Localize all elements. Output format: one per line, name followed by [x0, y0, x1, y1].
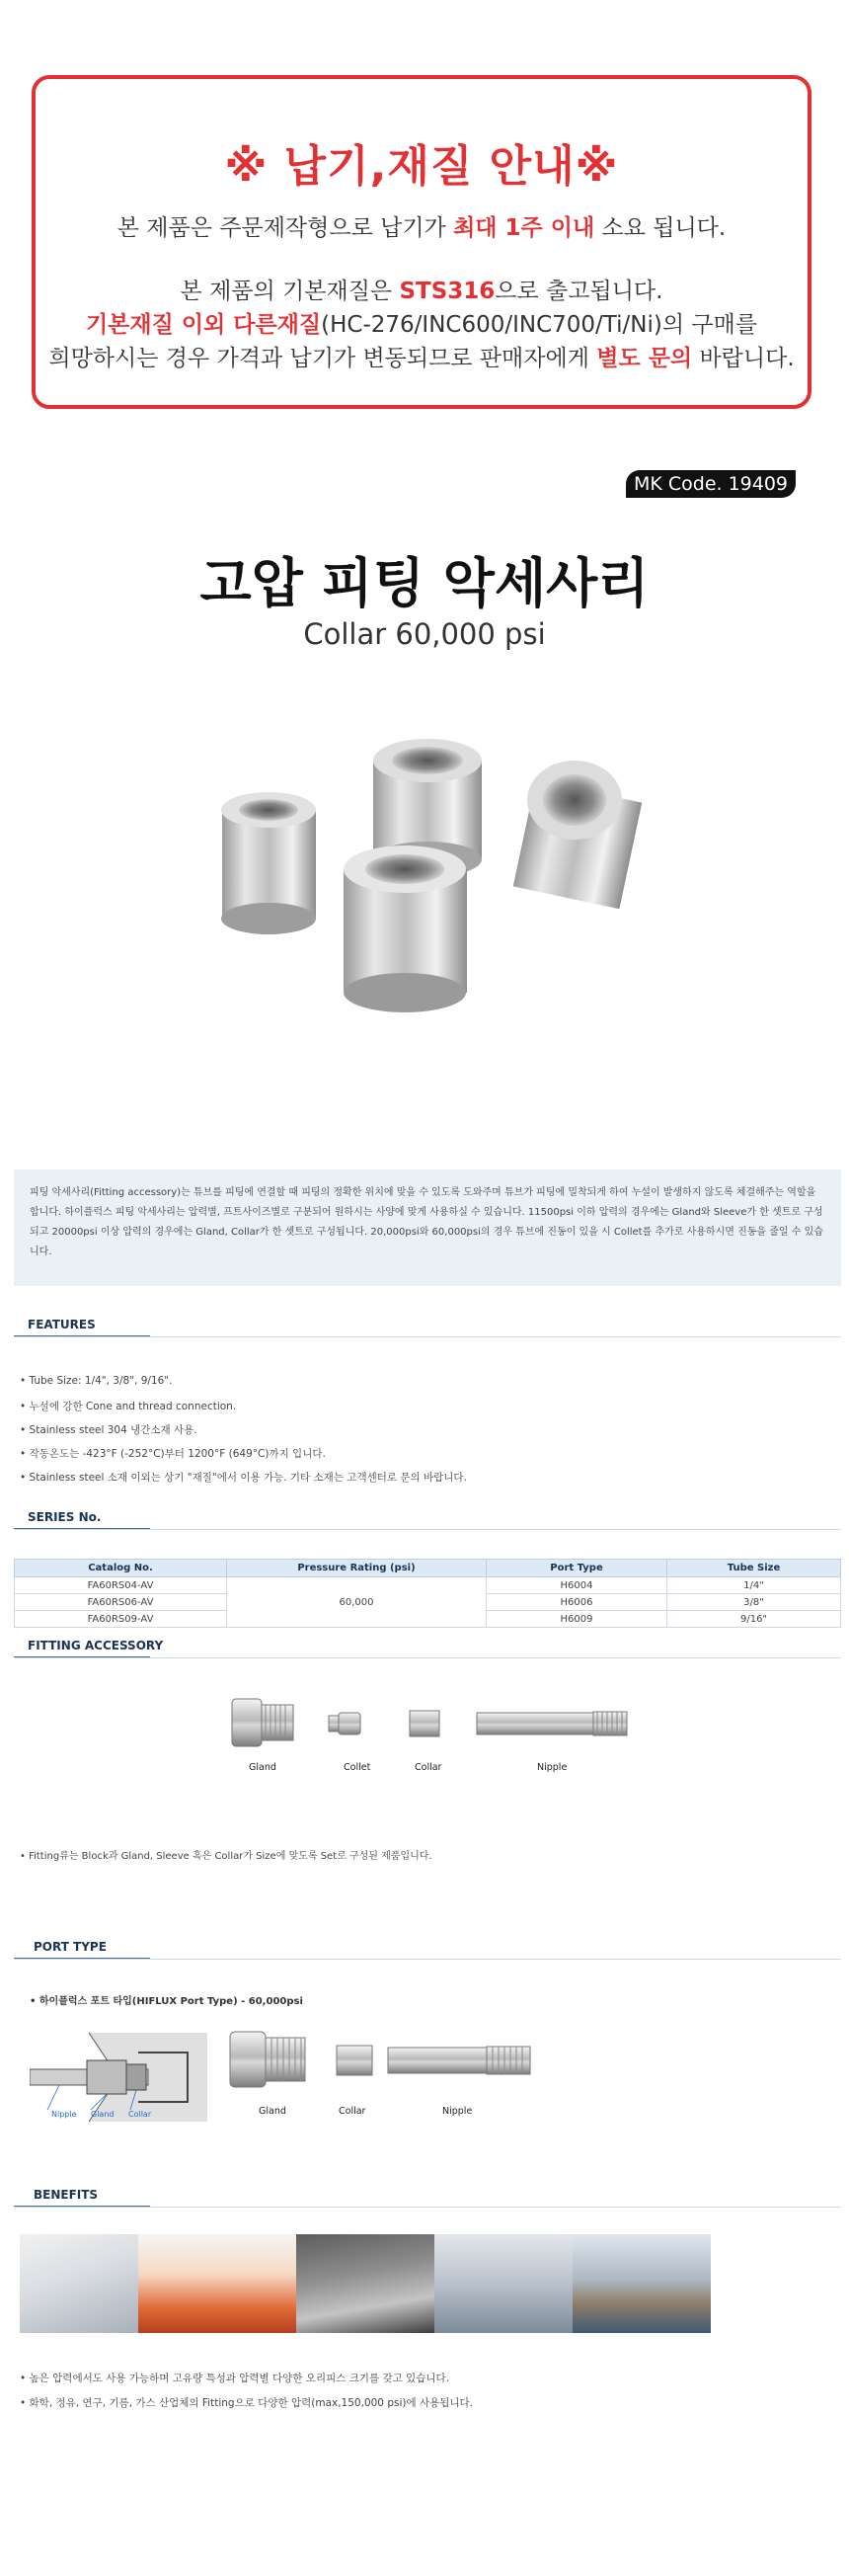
- feature-text: 누설에 강한 Cone and thread connection.: [29, 1401, 237, 1412]
- port-type-subheading: • 하이플럭스 포트 타입(HIFLUX Port Type) - 60,000psi: [30, 1996, 303, 2007]
- notice-text: 바랍니다.: [692, 346, 795, 371]
- pressure-cell: 60,000: [227, 1577, 487, 1628]
- feature-item: • Stainless steel 304 냉간소재 사용.: [20, 1424, 197, 1436]
- nipple-part: [477, 1712, 627, 1735]
- column-header: Pressure Rating (psi): [227, 1560, 487, 1577]
- benefit-photo-pipelines: [434, 2234, 573, 2333]
- feature-text: Tube Size: 1/4", 3/8", 9/16".: [29, 1375, 173, 1387]
- page-title: 고압 피팅 악세사리: [199, 552, 650, 614]
- benefit-text: 화학, 정유, 연구, 기름, 가스 산업체의 Fitting으로 다양한 압력(max,150,000 psi)에 사용됩니다.: [29, 2397, 473, 2409]
- collar-label: Collar: [415, 1762, 442, 1773]
- notice-text: 소요 됩니다.: [594, 215, 727, 241]
- column-header: Tube Size: [667, 1560, 841, 1577]
- benefits-rule: [14, 2207, 841, 2208]
- gland-label: Gland: [249, 1762, 276, 1773]
- port-cell: H6006: [487, 1594, 667, 1611]
- diagram-collar-label: Collar: [128, 2110, 152, 2119]
- table-header-row: [15, 1560, 841, 1577]
- nipple-part: [388, 2047, 530, 2074]
- port-cell: H6004: [487, 1577, 667, 1594]
- feature-text: Stainless steel 304 냉간소재 사용.: [29, 1424, 197, 1436]
- feature-item: • Tube Size: 1/4", 3/8", 9/16".: [20, 1375, 173, 1387]
- benefit-photo-welding: [296, 2234, 434, 2333]
- notice-text: 본 제품은 주문제작형으로 납기가: [116, 215, 454, 241]
- notice-line-2: [36, 273, 808, 305]
- notice-line-1: [36, 209, 808, 242]
- series-table: [14, 1559, 841, 1628]
- port-gland-label: Gland: [259, 2106, 286, 2117]
- accessory-parts-drawing: [222, 1679, 637, 1768]
- catalog-cell: FA60RS04-AV: [15, 1577, 227, 1594]
- notice-text: 본 제품의 기본재질은: [180, 279, 400, 304]
- accessory-note-text: Fitting류는 Block과 Gland, Sleeve 혹은 Collar가 Size에 맞도록 Set로 구성된 제품입니다.: [29, 1851, 432, 1862]
- accessory-rule: [14, 1657, 841, 1658]
- notice-text: (HC-276/INC600/INC700/Ti/Ni)의 구매를: [321, 312, 758, 338]
- feature-item: • 누설에 강한 Cone and thread connection.: [20, 1401, 237, 1412]
- collar-photo-4: [344, 845, 467, 1012]
- notice-box: [32, 75, 811, 409]
- notice-highlight: 별도 문의: [596, 346, 693, 371]
- port-cell: H6009: [487, 1611, 667, 1628]
- features-heading: FEATURES: [28, 1318, 96, 1331]
- collar-photo-1: [221, 792, 316, 934]
- benefit-item: • 화학, 정유, 연구, 기름, 가스 산업체의 Fitting으로 다양한 압력(max,150,000 psi)에 사용됩니다.: [20, 2397, 473, 2409]
- collet-part: [329, 1713, 360, 1734]
- port-nipple-label: Nipple: [442, 2106, 473, 2117]
- column-header: Catalog No.: [15, 1560, 227, 1577]
- feature-item: • 작동온도는 -423°F (-252°C)부터 1200°F (649°C)까지 입니다.: [20, 1448, 326, 1460]
- intro-description: 피팅 악세사리(Fitting accessory)는 튜브를 피팅에 연결할 때 피팅의 정확한 위치에 맞을 수 있도록 도와주며 튜브가 피팅에 밀착되게 하여 누설이 발생하지 않도록 체결해주는 역할을 합니다. 하이플럭스 피팅 악세사리는 압력별, 프트사이즈별로 구분되어 원하시는 사양에 맞게 사용하실 수 있습니다. 11500psi 이하 압력의 경우에는 Gland와 Sleeve가 한 셋트로 구성되고 20000psi 이상 압력의 경우에는 Gland, Collar가 한 셋트로 구성됩니다. 20,000psi와 60,000psi의 경우 튜브에 진동이 있을 시 Collet를 추가로 사용하시면 진동을 줄일 수 있습니다.: [14, 1169, 841, 1286]
- accessory-heading: FITTING ACCESSORY: [28, 1639, 164, 1652]
- notice-text: 으로 출고됩니다.: [495, 279, 663, 304]
- benefit-text: 높은 압력에서도 사용 가능하며 고유량 특성과 압력별 다양한 오리피스 크기를 갖고 있습니다.: [29, 2373, 450, 2384]
- port-collar-label: Collar: [339, 2106, 366, 2117]
- gland-part: [230, 2032, 305, 2087]
- collar-part: [337, 2046, 372, 2075]
- tube-cell: 3/8": [667, 1594, 841, 1611]
- collar-part: [410, 1711, 439, 1736]
- mk-code-badge: MK Code. 19409: [626, 470, 796, 498]
- feature-text: Stainless steel 소재 이외는 상기 "재질"에서 이용 가능. 기타 소재는 고객센터로 문의 바랍니다.: [29, 1472, 467, 1484]
- catalog-cell: FA60RS09-AV: [15, 1611, 227, 1628]
- tube-cell: 1/4": [667, 1577, 841, 1594]
- collar-photo-3: [513, 761, 642, 909]
- accessory-note: • Fitting류는 Block과 Gland, Sleeve 혹은 Collar가 Size에 맞도록 Set로 구성된 제품입니다.: [20, 1851, 432, 1862]
- benefit-item: • 높은 압력에서도 사용 가능하며 고유량 특성과 압력별 다양한 오리피스 크기를 갖고 있습니다.: [20, 2373, 450, 2384]
- notice-title: ※ 납기,재질 안내※: [224, 141, 619, 192]
- catalog-cell: FA60RS06-AV: [15, 1594, 227, 1611]
- notice-highlight: 기본재질 이외 다른재질: [85, 312, 322, 338]
- feature-item: • Stainless steel 소재 이외는 상기 "재질"에서 이용 가능. 기타 소재는 고객센터로 문의 바랍니다.: [20, 1472, 467, 1484]
- notice-highlight: STS316: [399, 279, 496, 304]
- notice-line-3: [36, 306, 808, 339]
- product-photo: [207, 721, 671, 1047]
- collet-label: Collet: [344, 1762, 371, 1773]
- benefit-photo-offshore-rig: [573, 2234, 711, 2333]
- feature-text: 작동온도는 -423°F (-252°C)부터 1200°F (649°C)까지 입니다.: [29, 1448, 326, 1460]
- series-rule: [14, 1529, 841, 1530]
- notice-highlight: 최대 1주 이내: [453, 215, 595, 241]
- features-rule: [14, 1336, 841, 1337]
- port-parts-drawing: [222, 2020, 538, 2104]
- port-type-rule: [14, 1959, 841, 1960]
- port-type-subheading-text: 하이플럭스 포트 타입(HIFLUX Port Type) - 60,000psi: [39, 1996, 303, 2007]
- diagram-nipple-label: Nipple: [51, 2110, 77, 2119]
- tube-cell: 9/16": [667, 1611, 841, 1628]
- gland-part: [232, 1699, 293, 1746]
- benefit-photo-chemistry: [138, 2234, 296, 2333]
- series-heading: SERIES No.: [28, 1510, 102, 1524]
- benefits-heading: BENEFITS: [34, 2188, 99, 2202]
- table-row: [15, 1577, 841, 1594]
- column-header: Port Type: [487, 1560, 667, 1577]
- notice-line-4: [36, 340, 808, 372]
- notice-text: 희망하시는 경우 가격과 납기가 변동되므로 판매자에게: [48, 346, 597, 371]
- nipple-label: Nipple: [537, 1762, 568, 1773]
- benefit-photo-lab-gloves: [20, 2234, 138, 2333]
- page-subtitle: Collar 60,000 psi: [303, 617, 546, 651]
- diagram-gland-label: Gland: [91, 2110, 115, 2119]
- port-type-heading: PORT TYPE: [34, 1940, 107, 1954]
